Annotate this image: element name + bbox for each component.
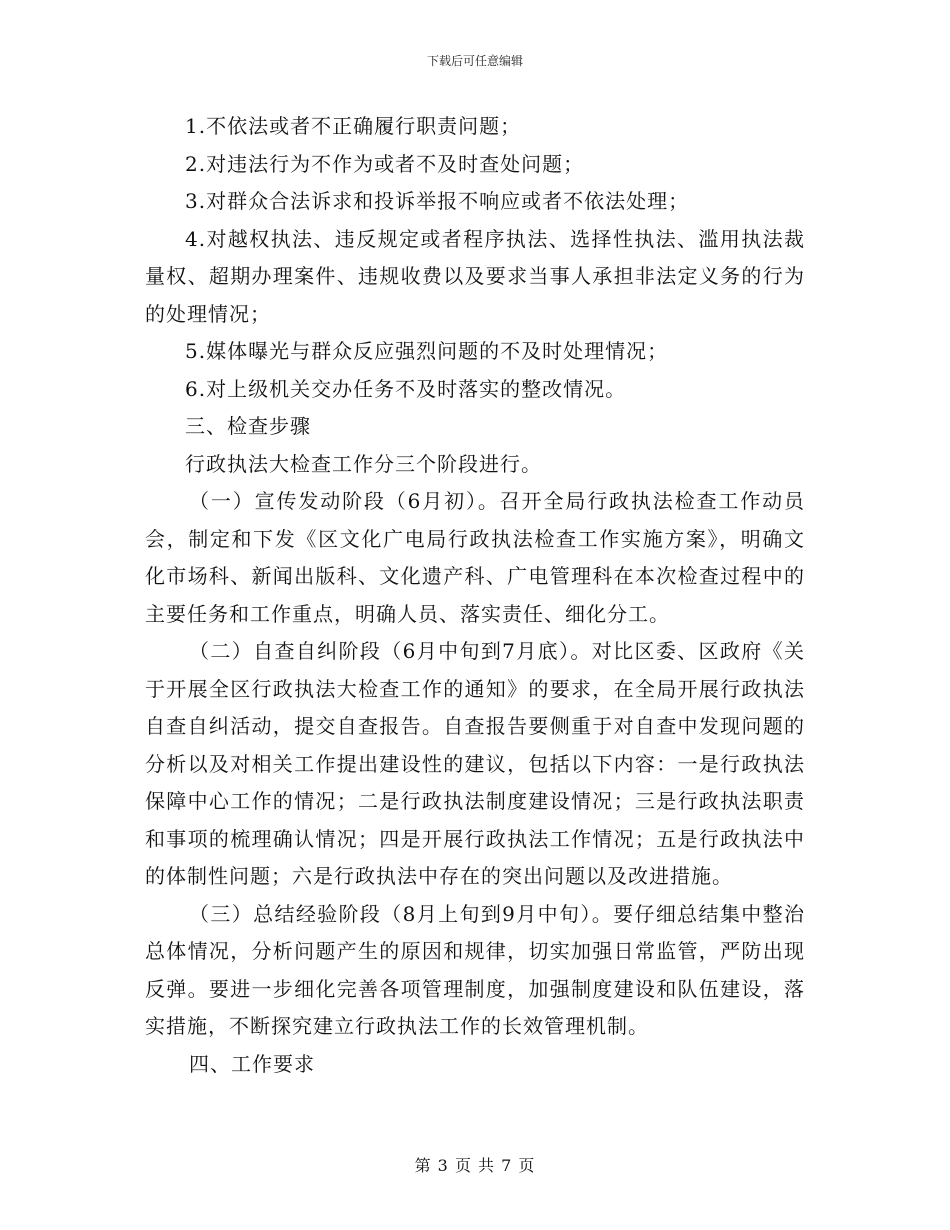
list-item-6: 6.对上级机关交办任务不及时落实的整改情况。 bbox=[185, 376, 627, 401]
section-heading-3: 三、检查步骤 bbox=[185, 414, 311, 438]
section-heading-4: 四、工作要求 bbox=[189, 1051, 315, 1076]
paragraph-stage-2: （二）自查自纠阶段（6月中旬到7月底）。对比区委、区政府《关于开展全区行政执法大检查工作的通知》的要求，在全局开展行政执法自查自纠活动，提交自查报告。自查报告要侧重于对自查中发现问题的分析以及对相关工作提出建设性的建议，包括以下内容：一是行政执法保障中心工作的情况；二是行政执法制度建设情况；三是行政执法职责和事项的梳理确认情况；四是开展行政执法工作情况；五是行政执法中的体制性问题；六是行政执法中存在的突出问题以及改进措施。 bbox=[145, 639, 805, 888]
page-footer: 第 3 页 共 7 页 bbox=[414, 1156, 536, 1175]
list-item-5: 5.媒体曝光与群众反应强烈问题的不及时处理情况； bbox=[185, 339, 669, 363]
paragraph-stage-3: （三）总结经验阶段（8月上旬到9月中旬）。要仔细总结集中整治总体情况，分析问题产生的原因和规律，切实加强日常监管，严防出现反弹。要进一步细化完善各项管理制度，加强制度建设和队伍建设，落实措施，不断探究建立行政执法工作的长效管理机制。 bbox=[145, 901, 805, 1038]
list-item-4: 4.对越权执法、违反规定或者程序执法、选择性执法、滥用执法裁量权、超期办理案件、违规收费以及要求当事人承担非法定义务的行为的处理情况； bbox=[145, 226, 805, 326]
paragraph-stage-1: （一）宣传发动阶段（6月初）。召开全局行政执法检查工作动员会，制定和下发《区文化广电局行政执法检查工作实施方案》，明确文化市场科、新闻出版科、文化遗产科、广电管理科在本次检查过程中的主要任务和工作重点，明确人员、落实责任、细化分工。 bbox=[145, 489, 805, 626]
paragraph-intro: 行政执法大检查工作分三个阶段进行。 bbox=[185, 451, 542, 476]
list-item-3: 3.对群众合法诉求和投诉举报不响应或者不依法处理； bbox=[185, 189, 690, 213]
list-item-1: 1.不依法或者不正确履行职责问题； bbox=[185, 114, 522, 138]
list-item-2: 2.对违法行为不作为或者不及时查处问题； bbox=[185, 151, 585, 176]
document-body bbox=[145, 108, 805, 1083]
page-header: 下载后可任意编辑 bbox=[426, 54, 523, 68]
